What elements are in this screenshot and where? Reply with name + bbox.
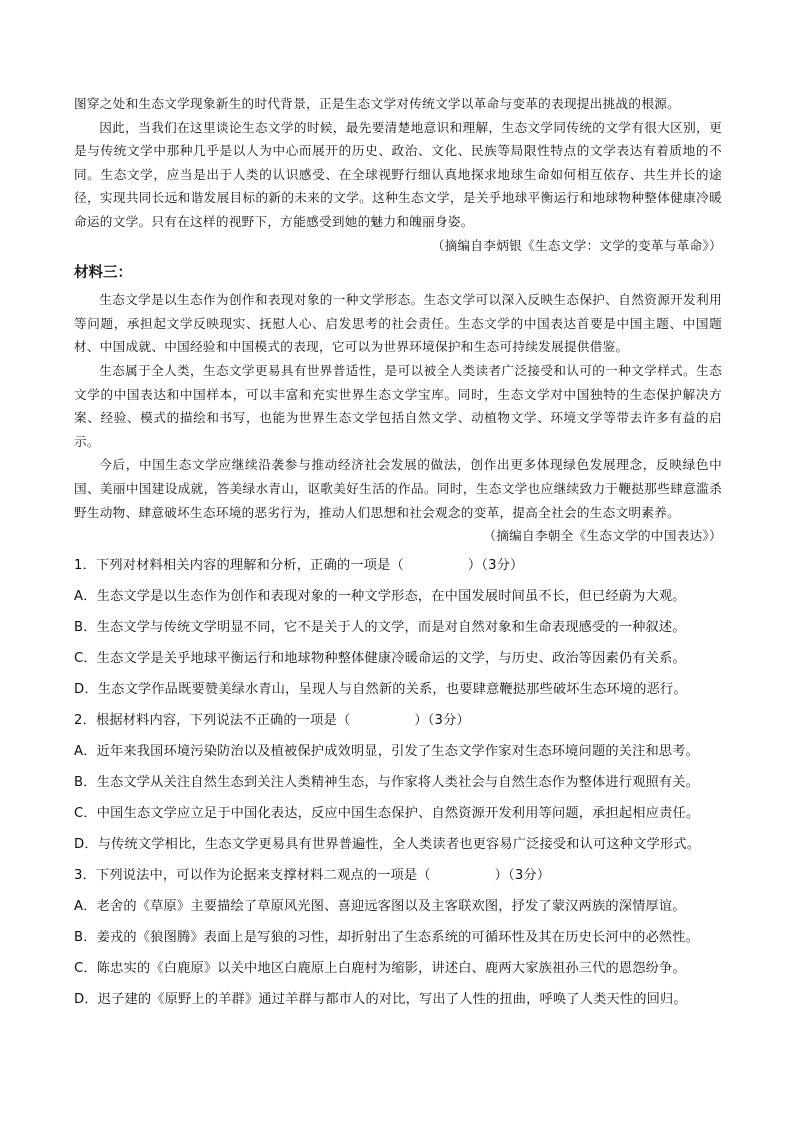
option: C．生态文学是关乎地球平衡运行和地球物种整体健康冷暖命运的文学，与历史、政治等因素仍有关系。 [74,650,686,666]
material-three [74,288,722,548]
option: D．与传统文学相比，生态文学更易具有世界普遍性，全人类读者也更容易广泛接受和认可这种文学形式。 [74,836,701,852]
option: A．近年来我国环境污染防治以及植被保护成效明显，引发了生态文学作家对生态环境问题的关注和思考。 [74,743,700,759]
paragraph: 今后，中国生态文学应继续沿袭参与推动经济社会发展的做法，创作出更多体现绿色发展理念，反映绿色中国、美丽中国建设成就，答美绿水青山，讴歌美好生活的作品。同时，生态文学也应继续致力于鞭挞那些肆意滥杀野生动物、肆意破坏生态环境的恶劣行为，推动人们思想和社会观念的变革，提高全社会的生态文明素养。 [74,457,722,520]
option: B．生态文学与传统文学明显不同，它不是关于人的文学，而是对自然对象和生命表现感受的一种叙述。 [74,619,686,635]
material-two-continued [74,92,722,257]
option: A．生态文学是以生态作为创作和表现对象的一种文学形态，在中国发展时间虽不长，但已经蔚为大观。 [74,588,686,604]
option: A．老舍的《草原》主要描绘了草原风光图、喜迎远客图以及主客联欢图，抒发了蒙汉两族的深情厚谊。 [74,898,686,914]
option: B．姜戎的《狼图腾》表面上是写狼的习性，却折射出了生态系统的可循环性及其在历史长河中的必然性。 [74,929,700,945]
paragraph: 图穿之处和生态文学现象新生的时代背景，正是生态文学对传统文学以革命与变革的表现提出挑战的根源。 [74,96,681,111]
paragraph: 因此，当我们在这里谈论生态文学的时候，最先要清楚地意识和理解，生态文学同传统的文学有很大区别，更是与传统文学中那种几乎是以人为中心而展开的历史、政治、文化、民族等局限性特点的文学表达有着质地的不同。生态文学，应当是出于人类的认识感受、在全球视野行细认真地探求地球生命如何相互依存、共生并长的途径，实现共同长远和谐发展目标的新的未来的文学。这种生态文学，是关乎地球平衡运行和地球物种整体健康冷暖命运的文学。只有在这样的视野下，方能感受到她的魅力和魄丽身姿。 [74,119,722,229]
source-citation: （摘编自李炳银《生态文学：文学的变革与革命》） [431,237,722,253]
question [74,705,722,860]
option: B．生态文学从关注自然生态到关注人类精神生态，与作家将人类社会与自然生态作为整体进行观照有关。 [74,774,700,790]
paragraph: 生态文学是以生态作为创作和表现对象的一种文学形态。生态文学可以深入反映生态保护、自然资源开发利用等问题，承担起文学反映现实、抚慰人心、启发思考的社会责任。生态文学的中国表达首要是中国主题、中国题材、中国成就、中国经验和中国模式的表现，它可以为世界环境保护和生态可持续发展提供借鉴。 [74,292,722,355]
source-citation: （摘编自李朝全《生态文学的中国表达》） [483,528,722,544]
option: C．中国生态文学应立足于中国化表达，反应中国生态保护、自然资源开发利用等问题，承担起相应责任。 [74,805,700,821]
option: D．生态文学作品既要赞美绿水青山，呈现人与自然新的关系，也要肆意鞭挞那些破坏生态环境的恶行。 [74,681,687,697]
exam-page [74,92,722,1015]
section-heading: 材料三： [74,265,132,282]
question-list [74,550,722,1015]
question [74,550,722,705]
question-stem: 3．下列说法中，可以作为论据来支撑材料二观点的一项是（ ）（3分） [74,867,551,883]
question-stem: 1．下列对材料相关内容的理解和分析，正确的一项是（ ）（3分） [74,557,524,573]
option: C．陈忠实的《白鹿原》以关中地区白鹿原上白鹿村为缩影，讲述白、鹿两大家族祖孙三代的恩怨纷争。 [74,960,686,976]
question [74,860,722,1015]
paragraph: 生态属于全人类，生态文学更易具有世界普适性，是可以被全人类读者广泛接受和认可的一种文学样式。生态文学的中国表达和中国样本，可以丰富和充实世界生态文学宝库。同时，生态文学对中国独特的生态保护解决方案、经验、模式的描绘和书写，也能为世界生态文学包括自然文学、动植物文学、环境文学等带去许多有益的启示。 [74,362,722,449]
question-stem: 2．根据材料内容，下列说法不正确的一项是（ ）（3分） [74,712,470,728]
option: D．迟子建的《原野上的羊群》通过羊群与都市人的对比，写出了人性的扭曲，呼唤了人类天性的回归。 [74,991,687,1007]
